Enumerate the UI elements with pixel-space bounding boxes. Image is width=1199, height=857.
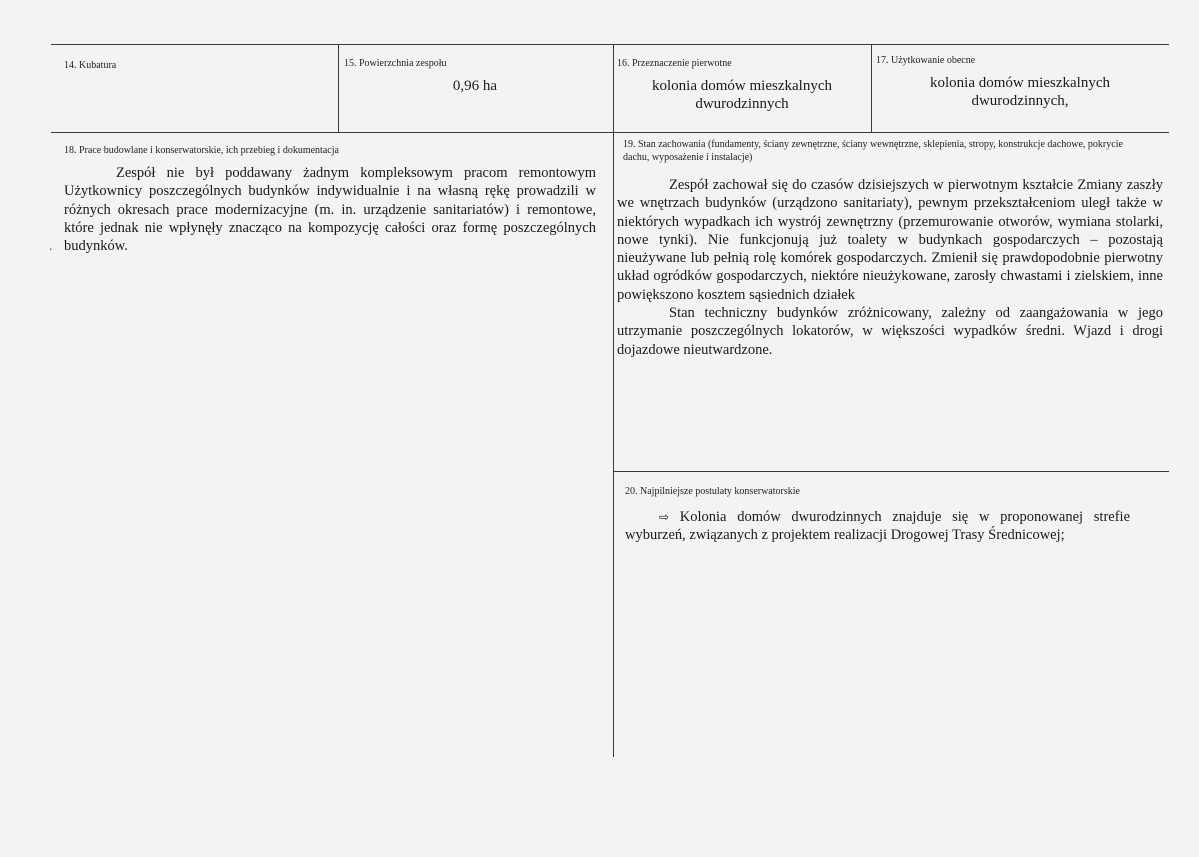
field-20-text xyxy=(625,508,1130,545)
field-15-label: 15. Powierzchnia zespołu xyxy=(344,58,447,69)
field-17-label: 17. Użytkowanie obecne xyxy=(876,55,976,66)
row-middle-rule xyxy=(51,132,1169,133)
field-16-value-line2: dwurodzinnych xyxy=(695,96,789,112)
field-17-value-line1: kolonia domów mieszkalnych xyxy=(930,75,1110,91)
field-15-value: 0,96 ha xyxy=(452,78,498,94)
divider-14-15 xyxy=(338,44,339,132)
row-top-rule xyxy=(51,44,1169,45)
field-19-paragraph-2: Stan techniczny budynków zróżnicowany, zależny od zaangażowania w jego utrzymanie poszczególnych lokatorów, w większości wypadków średni. Wjazd i drogi dojazdowe nieutwardzone. xyxy=(617,305,1163,358)
arrow-right-icon: ⇨ xyxy=(659,510,670,524)
field-16-label: 16. Przeznaczenie pierwotne xyxy=(617,58,732,69)
scan-dot: . xyxy=(49,239,53,254)
field-20-item xyxy=(625,508,1130,545)
divider-main xyxy=(613,44,614,757)
field-14-label: 14. Kubatura xyxy=(64,60,117,71)
field-18-text xyxy=(64,164,596,255)
field-16-value-line1: kolonia domów mieszkalnych xyxy=(652,78,832,94)
field-19-paragraph-1: Zespół zachował się do czasów dzisiejszych w pierwotnym kształcie Zmiany zaszły we wnętrzach budynków (urządzono sanitariaty), pewnym przekształceniom uległ także w niektórych wypadkach ich wystrój zewnętrzny (przemurowanie otworów, wymiana stolarki, nowe tynki). Nie funkcjonują już toalety w budynkach gospodarczych – pozostają nieużywane lub pełnią rolę komórek gospodarczych. Zmienił się prawdopodobnie pierwotny układ ogródków gospodarczych, niektóre nieużykowane, zarosły chwastami i zielskiem, inne powiększono kosztem sąsiednich działek xyxy=(617,177,1163,303)
field-17-value-line2: dwurodzinnych, xyxy=(971,93,1069,109)
field-19-text xyxy=(617,176,1163,359)
section-20-rule xyxy=(614,471,1169,472)
field-18-label: 18. Prace budowlane i konserwatorskie, ich przebieg i dokumentacja xyxy=(64,145,339,156)
field-19-label: 19. Stan zachowania (fundamenty, ściany zewnętrzne, ściany wewnętrzne, sklepienia, stropy, konstrukcje dachowe, pokrycie dachu, wyposażenie i instalacje) xyxy=(623,139,1123,163)
field-18-paragraph: Zespół nie był poddawany żadnym kompleksowym pracom remontowym Użytkownicy poszczególnych budynków indywidualnie i na własną rękę prowadzili w różnych okresach prace modernizacyjne (m. in. urządzenie sanitariatów) i remontowe, które jednak nie wpłynęły znacząco na kompozycję całości oraz formę poszczególnych budynków. xyxy=(64,165,596,255)
field-20-item-text: Kolonia domów dwurodzinnych znajduje się w proponowanej strefie wyburzeń, związanych z projektem realizacji Drogowej Trasy Średnicowej; xyxy=(625,509,1131,544)
field-20-label: 20. Najpilniejsze postulaty konserwatorskie xyxy=(625,486,800,497)
